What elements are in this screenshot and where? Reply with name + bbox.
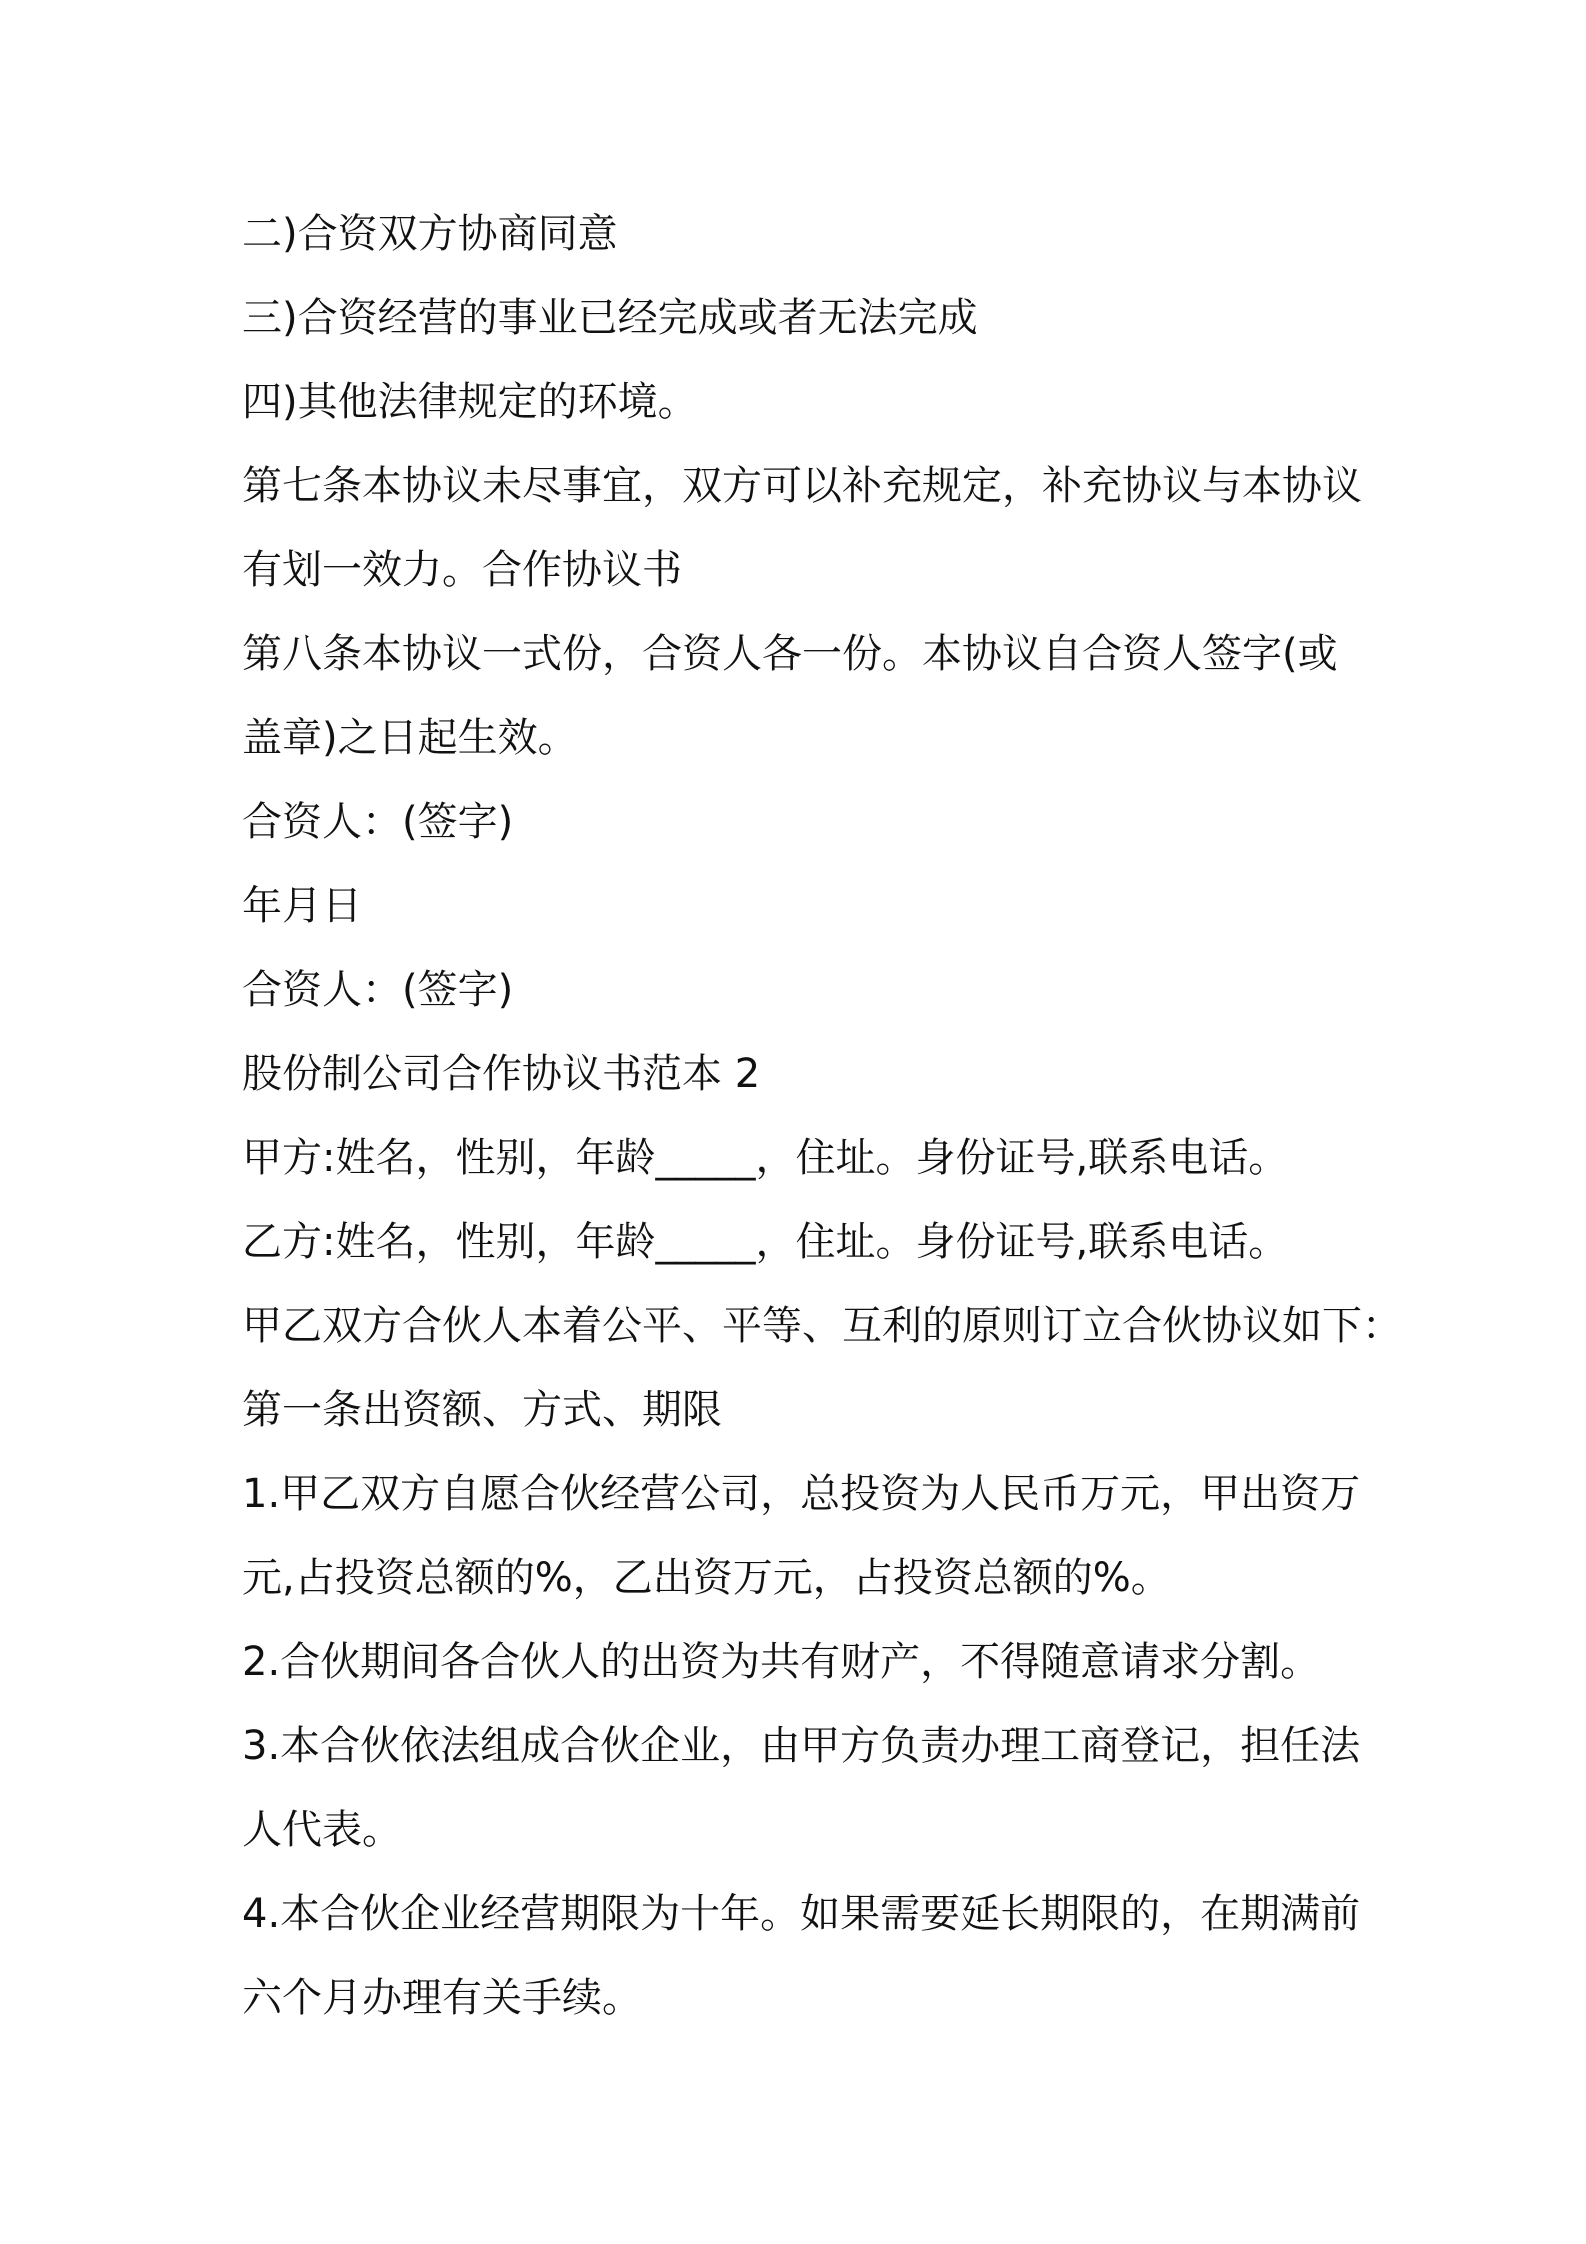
text-line: 第一条出资额、方式、期限	[242, 1387, 722, 1433]
text-line: 2.合伙期间各合伙人的出资为共有财产，不得随意请求分割。	[242, 1639, 1321, 1685]
text-line: 三)合资经营的事业已经完成或者无法完成	[242, 295, 978, 341]
text-line: 年月日	[242, 883, 362, 929]
text-line: 甲乙双方合伙人本着公平、平等、互利的原则订立合伙协议如下：	[242, 1303, 1402, 1349]
text-line: 元,占投资总额的%，乙出资万元，占投资总额的%。	[242, 1555, 1171, 1601]
text-line: 3.本合伙依法组成合伙企业，由甲方负责办理工商登记，担任法	[242, 1723, 1361, 1769]
text-line: 盖章)之日起生效。	[242, 715, 578, 761]
text-line: 第七条本协议未尽事宜，双方可以补充规定，补充协议与本协议	[242, 463, 1362, 509]
text-line: 人代表。	[242, 1807, 402, 1853]
text-line: 合资人：(签字)	[242, 799, 514, 845]
text-line: 合资人：(签字)	[242, 967, 514, 1013]
text-line: 六个月办理有关手续。	[242, 1975, 642, 2021]
text-line: 第八条本协议一式份，合资人各一份。本协议自合资人签字(或	[242, 631, 1338, 677]
text-line: 1.甲乙双方自愿合伙经营公司，总投资为人民币万元，甲出资万	[242, 1471, 1361, 1517]
text-line: 有划一效力。合作协议书	[242, 547, 682, 593]
section-title: 股份制公司合作协议书范本 2	[242, 1051, 761, 1097]
text-line: 二)合资双方协商同意	[242, 211, 618, 257]
text-line: 4.本合伙企业经营期限为十年。如果需要延长期限的，在期满前	[242, 1891, 1361, 1937]
text-line: 乙方:姓名，性别，年龄_____，住址。身份证号,联系电话。	[242, 1219, 1289, 1265]
text-line: 四)其他法律规定的环境。	[242, 379, 698, 425]
text-line: 甲方:姓名，性别，年龄_____，住址。身份证号,联系电话。	[242, 1135, 1289, 1181]
document-body	[242, 192, 1402, 2040]
